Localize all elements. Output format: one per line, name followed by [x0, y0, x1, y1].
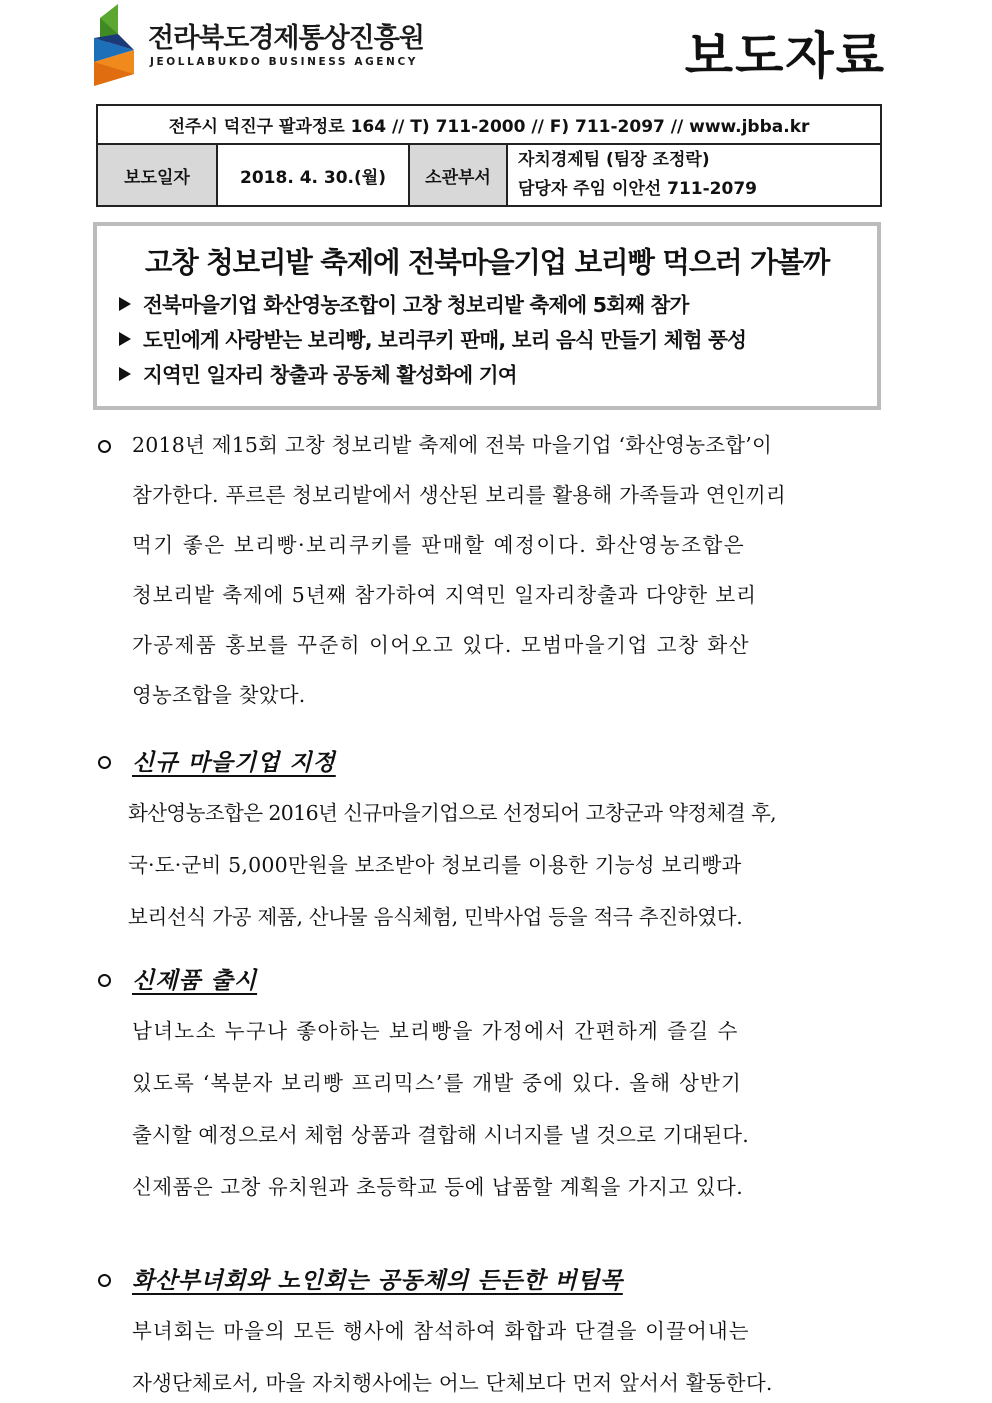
- section-heading: 신제품 출시: [132, 967, 258, 994]
- section-new-village-enterprise: [96, 744, 882, 934]
- circle-bullet-icon: [98, 1274, 111, 1287]
- agency-logo: [94, 4, 424, 86]
- body-line: 있도록 ‘복분자 보리빵 프리믹스’를 개발 중에 있다. 올해 상반기: [132, 1071, 742, 1095]
- dept-label: 소관부서: [409, 144, 507, 206]
- body-line: 화산영농조합은 2016년 신규마을기업으로 선정되어 고창군과 약정체결 후,: [128, 801, 777, 825]
- body-line: 보리선식 가공 제품, 산나물 음식체험, 민박사업 등을 적극 추진하였다.: [128, 905, 743, 929]
- circle-bullet-icon: [98, 974, 111, 987]
- address-line: 전주시 덕진구 팔과정로 164 // T) 711-2000 // F) 711-2097 // www.jbba.kr: [97, 105, 881, 144]
- triangle-bullet-icon: [119, 297, 131, 311]
- date-label: 보도일자: [97, 144, 217, 206]
- doc-type-title: 보도자료: [684, 27, 886, 85]
- body-line: 신제품은 고창 유치원과 초등학교 등에 납품할 계획을 가지고 있다.: [132, 1175, 744, 1199]
- body-line: 참가한다. 푸르른 청보리밭에서 생산된 보리를 활용해 가족들과 연인끼리: [132, 483, 786, 507]
- agency-emblem-icon: [94, 4, 144, 86]
- body-line: 자생단체로서, 마을 자치행사에는 어느 단체보다 먼저 앞서서 활동한다.: [132, 1371, 773, 1395]
- headline-bullet: 전북마을기업 화산영농조합이 고창 청보리밭 축제에 5회째 참가: [119, 288, 746, 323]
- info-table: [96, 104, 882, 207]
- circle-bullet-icon: [98, 756, 111, 769]
- dept-contact: 담당자 주임 이안선 711-2079: [518, 179, 757, 199]
- body-line: 청보리밭 축제에 5년째 참가하여 지역민 일자리창출과 다양한 보리: [132, 583, 757, 607]
- body-line: 국·도·군비 5,000만원을 보조받아 청보리를 이용한 기능성 보리빵과: [128, 853, 742, 877]
- triangle-bullet-icon: [119, 367, 131, 381]
- dept-info: [507, 144, 881, 206]
- headline-bullet: 지역민 일자리 창출과 공동체 활성화에 기여: [119, 358, 746, 393]
- org-name-en: JEOLLABUKDO BUSINESS AGENCY: [150, 56, 418, 68]
- section-intro: [96, 428, 882, 718]
- body-line: 출시할 예정으로서 체험 상품과 결합해 시너지를 낼 것으로 기대된다.: [132, 1123, 749, 1147]
- body-line: 가공제품 홍보를 꾸준히 이어오고 있다. 모범마을기업 고창 화산: [132, 633, 751, 657]
- body-line: 영농조합을 찾았다.: [132, 683, 306, 707]
- headline-title: 고창 청보리밭 축제에 전북마을기업 보리빵 먹으러 가볼까: [144, 246, 830, 279]
- section-heading: 화산부녀회와 노인회는 공동체의 든든한 버팀목: [132, 1267, 623, 1294]
- headline-bullet: 도민에게 사랑받는 보리빵, 보리쿠키 판매, 보리 음식 만들기 체험 풍성: [119, 323, 746, 358]
- section-community: [96, 1262, 882, 1402]
- body-line: 먹기 좋은 보리빵·보리쿠키를 판매할 예정이다. 화산영농조합은: [132, 533, 746, 557]
- section-heading: 신규 마을기업 지정: [132, 749, 336, 776]
- date-value: 2018. 4. 30.(월): [217, 144, 409, 206]
- circle-bullet-icon: [98, 440, 111, 453]
- org-name: 전라북도경제통상진흥원: [148, 23, 424, 54]
- body-line: 남녀노소 누구나 좋아하는 보리빵을 가정에서 간편하게 즐길 수: [132, 1019, 739, 1043]
- headline-bullets: [119, 288, 746, 393]
- body-line: 2018년 제15회 고창 청보리밭 축제에 전북 마을기업 ‘화산영농조합’이: [132, 433, 772, 457]
- dept-team: 자치경제팀 (팀장 조정락): [518, 150, 710, 170]
- triangle-bullet-icon: [119, 332, 131, 346]
- headline-box: [93, 222, 881, 410]
- body-line: 부녀회는 마을의 모든 행사에 참석하여 화합과 단결을 이끌어내는: [132, 1319, 750, 1343]
- section-new-product: [96, 962, 882, 1202]
